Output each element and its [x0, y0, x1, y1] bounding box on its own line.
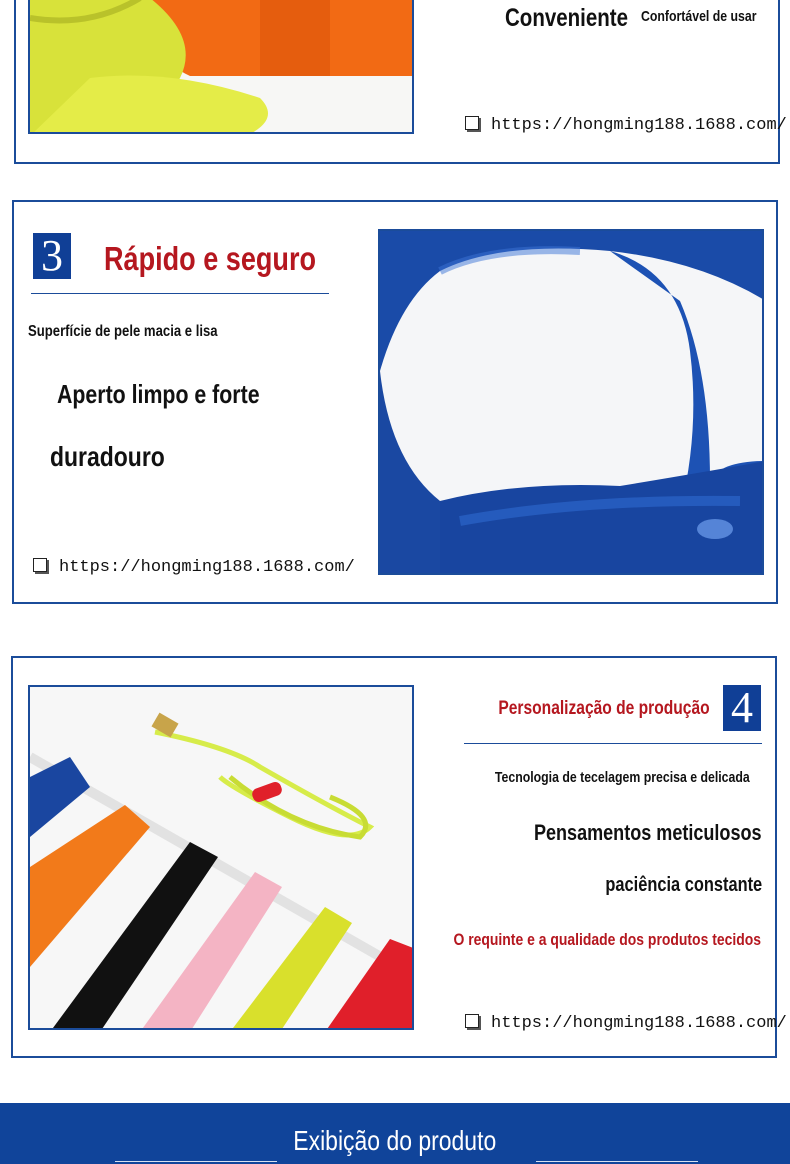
banner-title: Exibição do produto — [293, 1125, 497, 1156]
section-4-photo — [28, 685, 414, 1030]
shop-url-link[interactable]: https://hongming188.1688.com/ — [465, 1014, 787, 1033]
colorful-straps-on-rod-image — [30, 687, 414, 1030]
section-3-line-2: Aperto limpo e forte — [57, 379, 260, 409]
banner-left-rule — [115, 1161, 277, 1162]
convenient-text: Conveniente — [505, 4, 629, 32]
section-4-line-3: paciência constante — [605, 874, 762, 896]
section-3-title: Rápido e seguro — [104, 240, 317, 277]
section-3-line-1: Superfície de pele macia e lisa — [28, 323, 218, 340]
section-4-number-badge: 4 — [723, 685, 761, 731]
section-3-divider — [31, 293, 329, 294]
section-4-line-1: Tecnologia de tecelagem precisa e delicada — [495, 769, 750, 786]
section-2-photo — [28, 0, 414, 134]
checkbox-icon — [33, 558, 47, 572]
blue-velcro-loop-image — [380, 231, 764, 575]
section-4-line-2: Pensamentos meticulosos — [534, 820, 762, 845]
shop-url-link[interactable]: https://hongming188.1688.com/ — [465, 116, 787, 135]
section-3-photo — [378, 229, 764, 575]
checkbox-icon — [465, 1014, 479, 1028]
banner-right-rule — [536, 1161, 698, 1162]
checkbox-icon — [465, 116, 479, 130]
velcro-strap-orange-yellow-image — [30, 0, 414, 134]
section-4-divider — [464, 743, 762, 744]
shop-url-link[interactable]: https://hongming188.1688.com/ — [33, 558, 355, 577]
section-4-title: Personalização de produção — [498, 698, 710, 719]
section-4-line-4: O requinte e a qualidade dos produtos tecidos — [453, 930, 761, 949]
product-showcase-banner — [0, 1103, 790, 1164]
section-3-number-badge: 3 — [33, 233, 71, 279]
comfortable-text: Confortável de usar — [641, 8, 757, 25]
section-3-line-3: duradouro — [50, 441, 165, 472]
